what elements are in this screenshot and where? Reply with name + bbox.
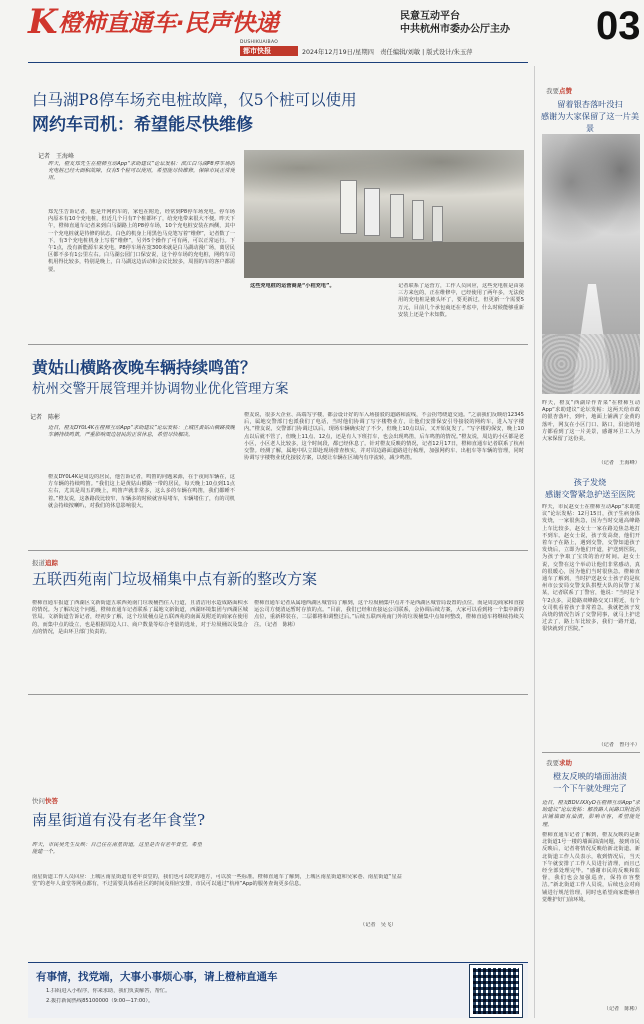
sidebar-s1-body: 昨天，橙友“西湖岸作青菜”在橙柿互动App“求助建议”论坛发帖：这两天给市政的银杏落叶，到叶，地面上铺满了金黄的落叶，网友在小区门口、路口，沿途的地方都看到了这一片美景，感谢环卫工人为大家保留了这份美。 [542, 400, 640, 443]
paper-logo [240, 40, 298, 56]
logo-title: 橙柿直通车·民声快递 [58, 9, 279, 37]
section-label-accent: 点赞 [559, 87, 572, 95]
article1-body: 郑先生告诉记者，他是开网约车的，家也在附近，经常到P8停车场充电。停车场内原本有10个充电桩，但近几个月有7个桩都坏了，给充电带来很大不便。昨天下午，橙柿直通车记者来到白马湖路上的P8停车场，10个充电桩安装在西侧，其中一个充电桩就是待修的状态，白色的机身上用黑色马克笔写着“维修”，记者数了一下，有3个充电桩机身上写着“维修”，另外5个操作了可有两，可以正常运行。下午1点，没有新能源车来充电，P8停车场在宽300米就是白马湖动漫广场，离居民区都不多有1公里左右。白马湖公园门口保安说，这个停车场的充电桩，网约车司机用得比较多，特别是晚上，白马湖这边活动和会议比较多，周围的车的客户都需要。 [48, 209, 235, 273]
section-label-accent: 快答 [45, 797, 58, 805]
article3-section-label [32, 558, 58, 567]
qr-code-icon[interactable] [470, 965, 522, 1017]
sidebar-s2-body: 昨天，市民赵女士在橙柿互动App“求助建议”论坛发帖：12月15日，孩子生病身体发烧，一家很焦急，因为当时交通高峰路上车比较多，赵女士一家在路边焦急地打不到车。赵女士说，孩子发高烧，他们开着车子在路上，遇到交警，交警知道孩子发烧后，立即为他们开道，护送到医院，为孩子争取了宝贵的治疗时间。赵女士说，交警在这个举动让他们非常感动，真的很暖心，因为他们当时很焦急。橙柿直通车了解到，当时护送赵女士孩子的是杭州市公安局交警支队拱墅大队的民警丁某某，记者联系了丁警官，他说：“当时是下午2点多，灵隐路双峰路交叉口附近，有个女司机看着孩子非常着急，我就把孩子发高烧的情况告诉了交警同事，就马上护送过去了，路上车比较多，我们一路开道，很快就到了医院。” [542, 504, 640, 633]
section-label-text: 我要 [546, 87, 559, 95]
article4-section-label [32, 796, 58, 805]
article4-title: 南星街道有没有老年食堂? [32, 811, 206, 829]
parking-ground [244, 242, 524, 278]
article4-lead: 昨天，市民吴先生反映：自己住在南星街道，这里是否有老年食堂，希望能建一个。 [32, 842, 202, 856]
paper-name: 都市快报 [240, 46, 298, 56]
article1-byline: 记者 王海峰 [38, 153, 75, 160]
sidebar-s2-title: 孩子发烧 感谢交警紧急护送至医院 [544, 477, 636, 499]
sidebar-section1-label [546, 86, 572, 95]
masthead-rule [28, 62, 528, 63]
tree-canopy [542, 134, 640, 254]
platform-info [400, 10, 560, 36]
sidebar-divider [542, 752, 640, 753]
platform-name: 民意互动平台 [400, 11, 460, 22]
section-label-accent: 求助 [559, 759, 572, 767]
sidebar-s1-credit: （记者 王海峰） [598, 460, 640, 466]
footer-item1: 1.扫码进入小程序，你来求助，我们负责解答，帮忙。 [46, 988, 171, 994]
ginkgo-leaves-photo [542, 134, 640, 394]
tree-silhouette [244, 150, 524, 210]
article2-lead: 近日，橙友DY0L4K在橙柿互动App“求助建议”论坛发帖：上城区黄姑山横路夜晚车辆持续鸣笛，严重影响周边居民的正常休息，希望尽快解决。 [48, 425, 235, 439]
sidebar-s3-title: 橙友反映的墙面油渍 一个下午就处理完了 [553, 771, 627, 793]
charger-unit [432, 206, 443, 242]
charger-unit [340, 180, 357, 234]
article1-lead: 昨天，橙友郑先生在橙柿互动App“求助建议”论坛发帖：滨江白马湖P8停车场的充电桩已经大面积故障，仅有5个桩可以使用，希望能尽快维修，保障市民正常使用。 [48, 161, 235, 182]
logo-k-icon: K [28, 2, 58, 42]
article3-body-col2: 橙柿直通车记者从属地西湖区城管局了解到，这个垃圾桶集中点并不是西湖区城管局设置的点位，而是周边商家和直接运公司方便清运暂时存放的点。“目前，我们已经和直接运公司联系，会协调后续方案，大家可以看到将一个集中新的点位，重新移装在，二层都将和调整过后。”后续五联西苑南门外的垃圾桶集中点如何整改，橙柿直通车将继续持续关注。（记者 陈彬） [254, 600, 524, 628]
charger-unit [412, 200, 424, 240]
article2-title-line1: 黄姑山横路夜晚车辆持续鸣笛？ [32, 358, 257, 377]
sidebar-s3-credit: （记者 陈彬） [603, 1006, 640, 1012]
article3-title: 五联西苑南门垃圾桶集中点有新的整改方案 [32, 570, 318, 588]
paper-logo-small: DUSHIKUAIBAO [240, 40, 279, 45]
sidebar-s3-body: 橙柿直通车记者了解到，橙友反映的是新北街道1号一楼的墙面油渍问题，接到市民反映后，记者将情况反映给新北街道。新北街道工作人员表示，收到情况后，当天下午就安排了工作人员进行清理，而且已经全部处理完毕。“感谢市民的反映和监督，我们也会加强巡查，保持市容整洁。”新北街道工作人员说，后续也会对商铺进行规范管理，同时也希望商家能够自觉维护好门前环境。 [542, 832, 640, 903]
article1-title-line1: 白马湖P8停车场充电桩故障，仅5个桩可以使用 [32, 91, 357, 109]
section-label-accent: 追踪 [45, 559, 58, 567]
article3-body-col1: 橙柿直通车报道了西湖区文新街道五联西苑南门垃圾桶挡住人行道，且清洁用水造成路面积水的情况。为了解决这个问题，橙柿直通车记者联系了属地文新街道，西湖环境集团与西湖区城管局。文新街道告诉记者，经初步了解，这个垃圾桶点是五联西苑的南面及附近的商家在使用的，而集中点的设立，也是根据周边人口、商户数量等综合考量的选址，对于垃圾桶以及集合点的情况，是由环卫部门负责的。 [32, 600, 248, 635]
article2-divider [28, 550, 528, 551]
charger-unit [390, 194, 404, 238]
platform-host: 中共杭州市委办公厅主办 [400, 24, 510, 35]
section-label-text: 我要 [546, 759, 559, 767]
article3-divider [28, 694, 528, 695]
masthead [28, 2, 641, 62]
article4-body: 南星街道工作人员回应：上城区南星街道有老年食堂的，我们也可以吃的地方，可以放一些标准。橙柿直通车了解到，上城区南星街道和吴家巷、南星街道“星益堂”的老年人食堂等网点都有，不过需要具体看社区的时间及相应安排，市民可以通过“杭州”App的服务查询更多信息。 [32, 874, 402, 888]
brand-logo [28, 4, 388, 40]
section-label-text: 快问 [32, 797, 45, 805]
charging-station-photo [244, 150, 524, 278]
issue-meta: 2024年12月19日/星期四 责任编辑/刘敏 | 版式设计/朱玉萍 [302, 49, 473, 56]
footer-item2: 2.拨打新闻热线85100000（9:00—17:00）。 [46, 998, 154, 1004]
footer-slogan: 有事情，找党端，大事小事烦心事，请上橙柿直通车 [36, 971, 278, 983]
article1-divider [28, 344, 528, 345]
charger-unit [364, 188, 380, 236]
section-label-text: 报道 [32, 559, 45, 567]
page-number: 03 [596, 4, 641, 48]
sidebar-s1-title: 留着银杏落叶没扫 感谢为大家保留了这一片美景 [540, 99, 640, 133]
sidebar-section2-label [546, 758, 572, 767]
article2-body-col1: 橙友DY0L4K是周边的居民，他告诉记者，鸣笛的问题来源，在于夜间车辆在，这方车辆的持续鸣笛。“我们这上是黄姑山横路一带的居民，每天晚上10点到11点左右，尤其是周五的晚上，鸣笛声就非常多，这么多的车辆在鸣笛，我们都睡不着。”橙友说，这条路段比较窄，车辆多的时候就容易堵车，车辆堵住了，有的司机就会持续按喇叭，对我们的休息影响很大。 [48, 474, 235, 509]
sidebar-s3-lead: 近日，橙友BDV.IXXyD在橙柿互动App“求助建议”论坛发帖：解放路人民路口附近的店铺墙面有油渍，影响市容，希望能处理。 [542, 800, 640, 828]
article1-photo-caption: 这些充电桩的运营商是“小桔充电”。 [250, 283, 335, 289]
article2-title-line2: 杭州交警开展管理并协调物业优化管理方案 [32, 381, 289, 397]
sidebar-s2-credit: （记者 曾丹平） [598, 742, 640, 748]
article1-title-line2: 网约车司机：希望能尽快维修 [32, 115, 253, 135]
article4-credit: （记者 吴飞） [360, 922, 397, 928]
fallen-leaves [542, 334, 640, 394]
article2-byline: 记者 陈彬 [30, 414, 61, 421]
article2-body-col2: 橙友说，很多大企业、高端写字楼，都会设计好的车入场接驳的道路和流线，不会拐弯绕道交通。“之前我们反映给12345后，属地交警部门也派我们了电话，当时他们协调了写字楼物业方，让他们安排保安引导接驳的网约车，进入写字楼内。”橙友说，交警部门协调过以后，现场车辆确实好了不少，但晚上10点以后，又开始复发了。“写字楼的保安，晚上10点以后就不管了，但晚上11点、12点，还是有人下班打车，也会出现鸣笛，后车鸣笛的情况。”橙友说，周边的小区都是老小区，小区老人比较多，这个时间段，都已经休息了。针对橙友反映的情况，记者12月17日，橙柿直通车记者联系了杭州交警。经测了解，属地中队立即赴现场排查核实，并对周边路面道路进行梳理，加强网约车、出租车等车辆的管理，同时协调写字楼物业优化接驳方案，以便让车辆在区域内有序流转，减少鸣笛。 [244, 412, 524, 462]
footer-box [28, 962, 528, 1018]
article1-body2: 记者联系了运营方，工作人员回应，这些充电桩是由第三方来包的，正在维修中，已经使用了两年多，无法使用的充电桩是被头坏了，要更新过，但更新一个需要5万元，目前几个承包商还在考虑中，什么时候能够重新安装上还是个未知数。 [398, 283, 524, 318]
article1-body2-cont [250, 293, 392, 339]
